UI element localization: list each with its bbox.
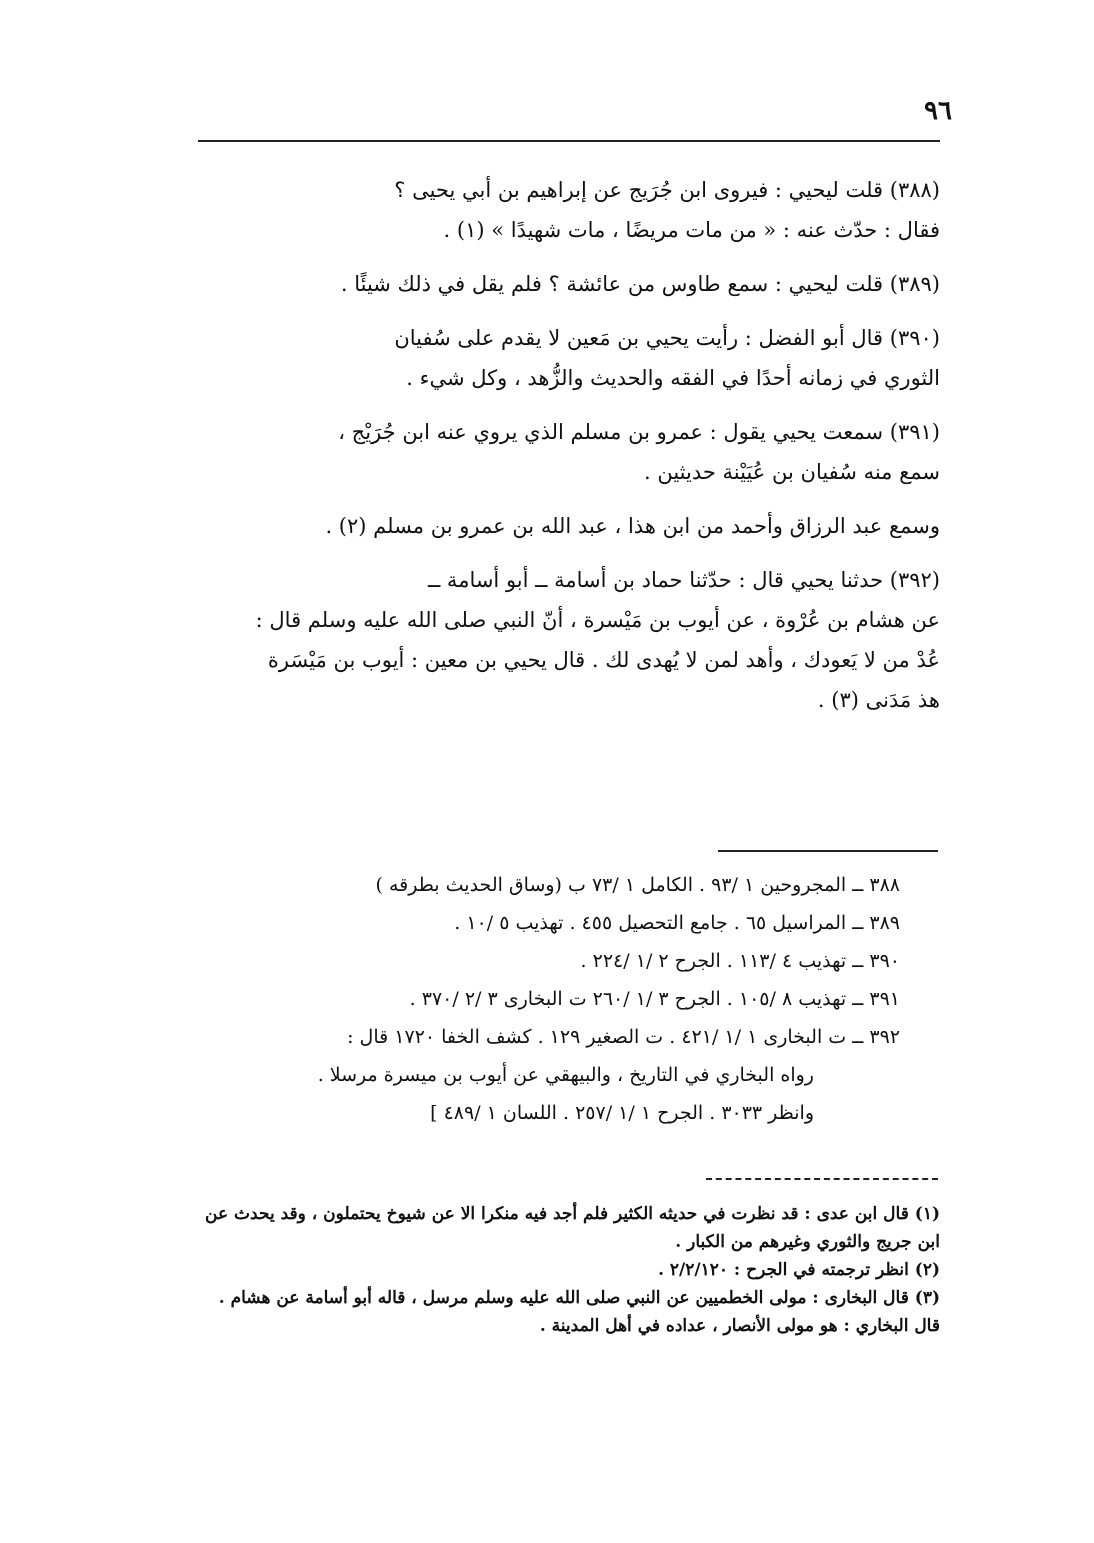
text-line: (٣٩٠) قال أبو الفضل : رأيت يحيي بن مَعين لا يقدم على سُفيان bbox=[394, 326, 940, 350]
reference-392-continuation: رواه البخاري في التاريخ ، والبيهقي عن أيوب بن ميسرة مرسلا . bbox=[317, 1064, 814, 1086]
text-line: (٣٩١) سمعت يحيي يقول : عمرو بن مسلم الذي يروي عنه ابن جُرَيْج ، bbox=[338, 420, 940, 444]
reference-391: ٣٩١ ــ تهذيب ٨ /١٠٥ . الجرح ٣ /١ /٢٦٠ ت البخارى ٣ /٢ /٣٧٠ . bbox=[409, 988, 900, 1010]
references-rule bbox=[718, 850, 938, 852]
text-line: (٣٨٩) قلت ليحيي : سمع طاوس من عائشة ؟ فلم يقل في ذلك شيئًا . bbox=[340, 272, 940, 296]
paragraph-391-continued bbox=[200, 506, 940, 546]
page-number: ٩٦ bbox=[924, 96, 952, 126]
text-line: فقال : حدّث عنه : « من مات مريضًا ، مات شهيدًا » (١) . bbox=[443, 218, 940, 242]
text-line: وسمع عبد الرزاق وأحمد من ابن هذا ، عبد الله بن عمرو بن مسلم (٢) . bbox=[325, 514, 940, 538]
reference-388: ٣٨٨ ــ المجروحين ١ /٩٣ . الكامل ١ /٧٣ ب (وساق الحديث بطرقه ) bbox=[375, 874, 900, 896]
text-line: (٣٩٢) حدثنا يحيي قال : حدّثنا حماد بن أسامة ــ أبو أسامة ــ bbox=[427, 568, 940, 592]
footnote-3: (٣) قال البخارى : مولى الخطميين عن النبي صلى الله عليه وسلم مرسل ، قاله أبو أسامة عن هشام . قال البخاري : هو مولى الأنصار ، عداده في أهل المدينة . bbox=[218, 1288, 940, 1336]
text-line: سمع منه سُفيان بن عُيَيْنة حديثين . bbox=[644, 460, 940, 484]
header-rule bbox=[198, 140, 940, 142]
footnotes bbox=[196, 1200, 940, 1340]
main-text bbox=[200, 170, 940, 720]
text-line: (٣٨٨) قلت ليحيي : فيروى ابن جُرَيج عن إبراهيم بن أبي يحيى ؟ bbox=[394, 178, 940, 202]
references-list bbox=[200, 866, 900, 1132]
text-line: الثوري في زمانه أحدًا في الفقه والحديث والزُّهد ، وكل شيء . bbox=[406, 366, 940, 390]
paragraph-392 bbox=[200, 560, 940, 720]
reference-392-continuation: وانظر ٣٠٣٣ . الجرح ١ /١ /٢٥٧ . اللسان ١ /٤٨٩ ] bbox=[430, 1102, 814, 1124]
paragraph-388 bbox=[200, 170, 940, 250]
text-line: عُدْ من لا يَعودك ، وأهد لمن لا يُهدى لك . قال يحيي بن معين : أيوب بن مَيْسَرة bbox=[267, 648, 940, 672]
text-line: عن هشام بن عُرْوة ، عن أيوب بن مَيْسرة ، أنّ النبي صلى الله عليه وسلم قال : bbox=[255, 608, 940, 632]
footnotes-rule bbox=[706, 1178, 938, 1180]
reference-390: ٣٩٠ ــ تهذيب ٤ /١١٣ . الجرح ٢ /١ /٢٢٤ . bbox=[580, 950, 900, 972]
footnote-2: (٢) انظر ترجمته في الجرح : ٢/٢/١٢٠ . bbox=[658, 1260, 940, 1280]
reference-392: ٣٩٢ ــ ت البخارى ١ /١ /٤٢١ . ت الصغير ١٢٩ . كشف الخفا ١٧٢٠ قال : bbox=[347, 1026, 900, 1048]
reference-389: ٣٨٩ ــ المراسيل ٦٥ . جامع التحصيل ٤٥٥ . تهذيب ٥ /١٠ . bbox=[454, 912, 900, 934]
footnote-1: (١) قال ابن عدى : قد نظرت في حديثه الكثير فلم أجد فيه منكرا الا عن شيوخ يحتملون ، وقد يحدث عن ابن جريج والثوري وغيرهم من الكبار . bbox=[205, 1204, 940, 1252]
paragraph-391 bbox=[200, 412, 940, 492]
text-line: هذ مَدَنى (٣) . bbox=[817, 688, 940, 712]
paragraph-389 bbox=[200, 264, 940, 304]
paragraph-390 bbox=[200, 318, 940, 398]
